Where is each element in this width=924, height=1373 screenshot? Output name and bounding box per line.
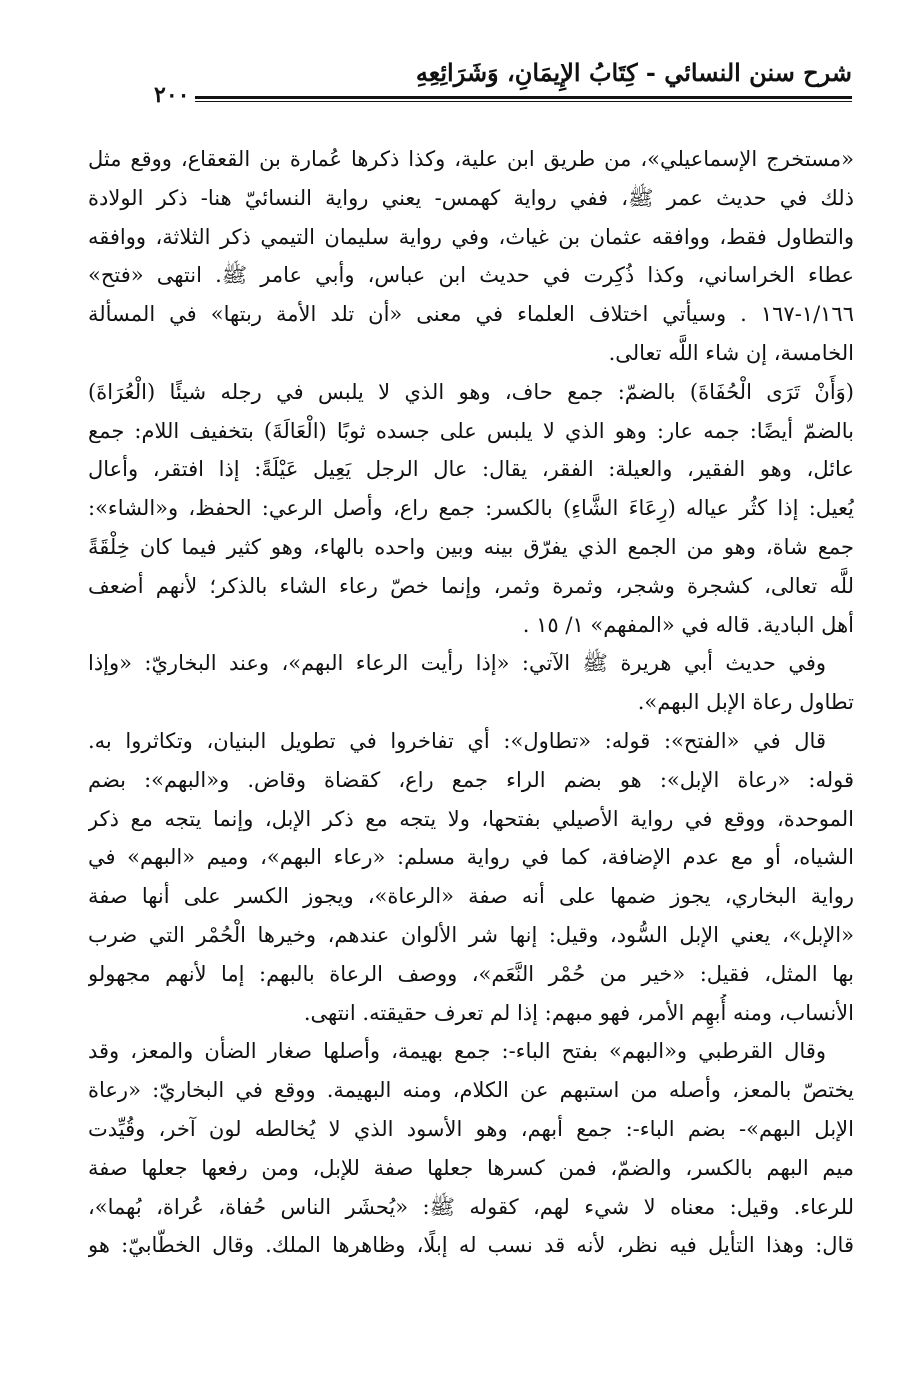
text-line: للَّه تعالى، كشجرة وشجر، وثمرة وثمر، وإنما خصّ رعاء الشاء بالذكر؛ لأنهم أضعف [88,573,854,598]
text-line: قال في «الفتح»: قوله: «تطاول»: أي تفاخروا في تطويل البنيان، وتكاثروا به. [88,728,826,753]
text-line: الخامسة، إن شاء اللَّه تعالى. [608,340,854,365]
text-line: عطاء الخراساني، وكذا ذُكِرت في حديث ابن عباس، وأبي عامر ﷺ. انتهى «فتح» [88,263,854,288]
text-line: أهل البادية. قاله في «المفهم» ١/ ١٥ . [522,612,854,637]
text-line: والتطاول فقط، ووافقه عثمان بن غياث، وفي رواية سليمان التيمي ذكر الثلاثة، ووافقه [88,224,854,249]
text-line: الإبل البهم»- بضم الباء-: جمع أبهم، وهو الأسود الذي لا يُخالطه لون آخر، وقُيِّدت [88,1116,854,1141]
text-line: «مستخرج الإسماعيلي»، من طريق ابن علية، وكذا ذكرها عُمارة بن القعقاع، ووقع مثل [88,147,854,171]
text-line: الأنساب، ومنه أُبهِم الأمر، فهو مبهم: إذا لم تعرف حقيقته. انتهى. [303,1000,854,1025]
text-line: بالضمّ أيضًا: جمه عار: وهو الذي لا يلبس على جسده ثوبًا (الْعَالَةَ) بتخفيف اللام: جمع [88,418,854,443]
text-line: ١/١٦٦-١٦٧ . وسيأتي اختلاف العلماء في معنى «أن تلد الأمة ربتها» في المسألة [88,302,854,327]
text-line: بها المثل، فقيل: «خير من حُمْر النَّعَم»، ووصف الرعاة بالبهم: إما لأنهم مجهولو [88,961,854,986]
text-line: قال: وهذا التأيل فيه نظر، لأنه قد نسب له إبلًا، وظاهرها الملك. وقال الخطّابيّ: هو [88,1233,854,1258]
text-line: عائل، وهو الفقير، والعيلة: الفقر، يقال: عال الرجل يَعِيل عَيْلَةً: إذا افتقر، وأعال [88,457,854,482]
text-line: جمع شاة، وهو من الجمع الذي يفرّق بينه وبين واحده بالهاء، وهو كثير فيما كان خِلْقَةً [88,534,854,559]
text-line: تطاول رعاة الإبل البهم». [637,690,854,715]
text-line: الموحدة، ووقع في رواية الأصيلي بفتحها، ولا يتجه مع ذكر الإبل، وإنما يتجه مع ذكر [88,806,854,831]
text-line: (وَأَنْ تَرَى الْحُفَاةَ) بالضمّ: جمع حاف، وهو الذي لا يلبس في رجله شيئًا (الْعُرَاةَ) [88,379,854,404]
header-rule-thin [150,101,852,102]
text-line: الشياه، أو مع عدم الإضافة، كما في رواية مسلم: «رعاء البهم»، وميم «البهم» في [88,845,854,870]
text-line: وقال القرطبي و«البهم» بفتح الباء-: جمع بهيمة، وأصلها صغار الضأن والمعز، وقد [88,1039,826,1064]
text-line: ذلك في حديث عمر ﷺ، ففي رواية كهمس- يعني رواية النسائيّ هنا- ذكر الولادة [88,185,854,210]
page-number: ٢٠٠ [150,82,195,108]
text-line: وفي حديث أبي هريرة ﷺ الآتي: «إذا رأيت الرعاء البهم»، وعند البخاريّ: «وإذا [88,651,826,676]
body-text [88,140,854,1265]
text-line: ميم البهم بالكسر، والضمّ، فمن كسرها جعلها صفة للإبل، ومن رفعها جعلها صفة [88,1155,854,1180]
text-line: للرعاء. وقيل: معناه لا شيء لهم، كقوله ﷺ: «يُحشَر الناس حُفاة، عُراة، بُهما»، [88,1194,854,1219]
text-line: يختصّ بالمعز، وأصله من استبهم عن الكلام، ومنه البهيمة. ووقع في البخاريّ: «رعاة [88,1078,854,1103]
running-header [150,54,852,108]
header-title: شرح سنن النسائي - كِتَابُ الإِيمَانِ، وَشَرَائِعِهِ [415,58,852,87]
text-line: «الإبل»، يعني الإبل السُّود، وقيل: إنها شر الألوان عندهم، وخيرها الْحُمْر التي ضرب [88,922,854,947]
text-line: يُعيل: إذا كثُر عياله (رِعَاءَ الشَّاءِ) بالكسر: جمع راع، وأصل الرعي: الحفظ، و«الشاء»: [88,496,854,521]
text-line: قوله: «رعاة الإبل»: هو بضم الراء جمع راع، كقضاة وقاض. و«البهم»: بضم [88,767,854,792]
text-line: رواية البخاري، يجوز ضمها على أنه صفة «الرعاة»، ويجوز الكسر على أنها صفة [88,884,854,909]
header-rule [150,96,852,99]
